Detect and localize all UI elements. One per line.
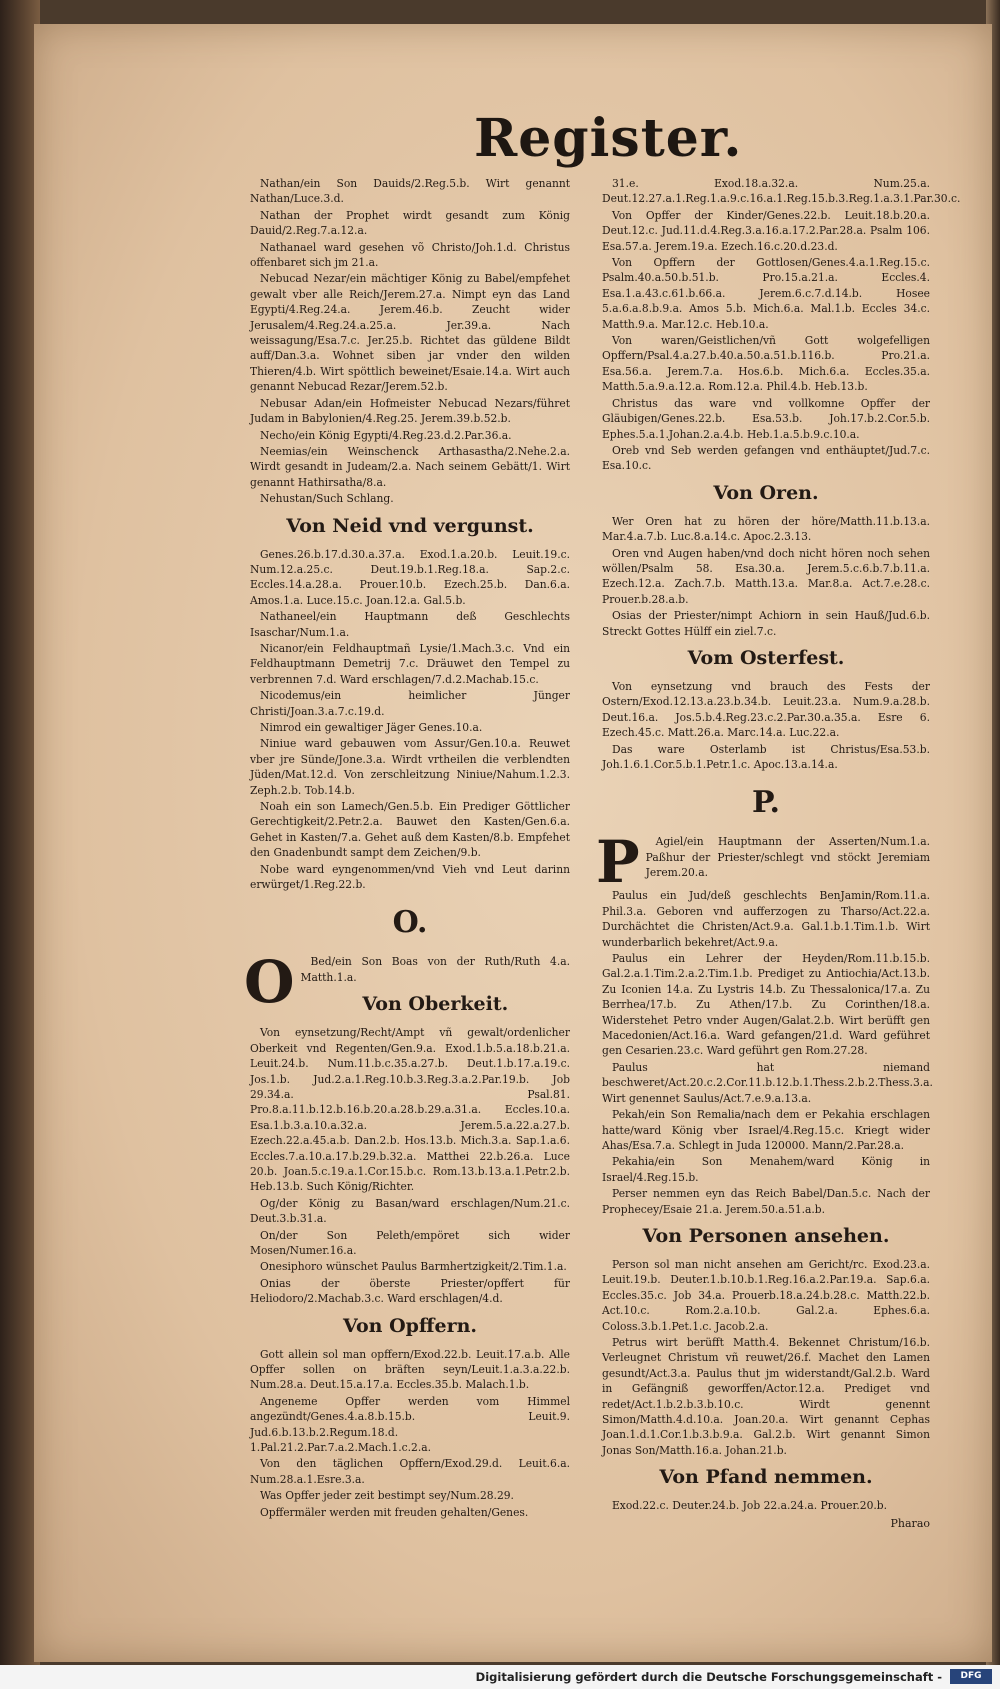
register-entry: Agiel/ein Hauptmann der Asserten/Num.1.a. Paßhur der Priester/schlegt vnd stöckt Jeremiam Jerem.20.a. [645, 835, 930, 880]
right-entries-2 [602, 514, 930, 639]
section-heading: Vom Osterfest. [687, 646, 845, 669]
register-entry: Was Opffer jeder zeit bestimpt sey/Num.28.29. [260, 1489, 514, 1503]
register-entry: Von eynsetzung/Recht/Ampt vñ gewalt/ordenlicher Oberkeit vnd Regenten/Gen.9.a. Exod.1.b.5.a.18.b.21.a. Leuit.24.b. Num.11.b.c.35.a.27.b. Deut.1.b.17.a.19.c. Jos.1.b. Jud.2.a.1.Reg.10.b.3.Reg.3.a.2.Par.19.b. Job 29.34.a. Psal.81. Pro.8.a.11.b.12.b.16.b.20.a.28.b.29.a.31.a. Eccles.10.a. Esa.1.b.3.a.10.a.32.a. Jerem.5.a.22.a.27.b. Ezech.22.a.45.a.b. Dan.2.b. Hos.13.b. Mich.3.a. Sap.1.a.6. Eccles.7.a.10.a.17.b.29.b.32.a. Matthei 22.b.26.a. Luce 20.b. Joan.5.c.19.a.1.Cor.15.b.c. Rom.13.b.13.a.1.Petr.2.b. Heb.13.b. Such König/Richter. [250, 1026, 570, 1194]
initial-block [244, 948, 570, 1017]
register-entry: Christus das ware vnd vollkomne Opffer der Gläubigen/Genes.22.b. Esa.53.b. Joh.17.b.2.Cor.5.b. Ephes.5.a.1.Johan.2.a.4.b. Heb.1.a.5.b.9.c.10.a. [602, 396, 930, 441]
scanned-page [34, 24, 992, 1662]
register-entry: Nicanor/ein Feldhauptmañ Lysie/1.Mach.3.c. Vnd ein Feldhauptmann Demetrij 7.c. Dräuwet den Tempel zu verbrennen 7.d. Ward erschlagen/7.d.2.Machab.15.c. [250, 641, 570, 686]
register-entry: On/der Son Peleth/empöret sich wider Mosen/Numer.16.a. [250, 1228, 570, 1257]
section-heading: Von Neid vnd vergunst. [286, 514, 534, 537]
register-entry: Oren vnd Augen haben/vnd doch nicht hören noch sehen wöllen/Psalm 58. Esa.30.a. Jerem.5.c.6.b.7.b.11.a. Ezech.12.a. Zach.7.b. Matth.13.a. Mar.8.a. Act.7.e.28.c. Prouer.b.28.a.b. [602, 546, 930, 606]
register-entry: Necho/ein König Egypti/4.Reg.23.d.2.Par.36.a. [260, 428, 512, 442]
register-entry: Og/der König zu Basan/ward erschlagen/Num.21.c. Deut.3.b.31.a. [250, 1196, 570, 1226]
register-entry: Oreb vnd Seb werden gefangen vnd enthäuptet/Jud.7.c. Esa.10.c. [602, 443, 930, 473]
right-entries-5 [602, 1257, 930, 1458]
left-entries-4 [250, 1347, 570, 1520]
alphabet-letter-heading: P. [751, 785, 781, 821]
register-entry: Nathan/ein Son Dauids/2.Reg.5.b. Wirt genannt Nathan/Luce.3.d. [250, 177, 570, 206]
register-entry: Gott allein sol man opffern/Exod.22.b. Leuit.17.a.b. Alle Opffer sollen on bräften seyn/Leuit.1.a.3.a.22.b. Num.28.a. Deut.15.a.17.a. Eccles.35.b. Malach.1.b. [250, 1347, 570, 1392]
register-entry: Onias der öberste Priester/opffert für Heliodoro/2.Machab.3.c. Ward erschlagen/4.d. [250, 1276, 570, 1306]
register-entry: Nehustan/Such Schlang. [260, 492, 394, 506]
drop-capital: O [244, 948, 295, 1017]
initial-block [596, 828, 930, 897]
section-heading: Von Oberkeit. [362, 993, 509, 1016]
register-entry: Nathaneel/ein Hauptmann deß Geschlechts Isaschar/Num.1.a. [250, 610, 570, 639]
register-entry: Niniue ward gebauwen vom Assur/Gen.10.a. Reuwet vber jre Sünde/Jone.3.a. Wirdt vrtheilen die verblendten Jüden/Mat.12.d. Von zerschleitzung Niniue/Nahum.1.2.3. Zeph.2.b. Tob.14.b. [250, 737, 570, 797]
register-entry: Osias der Priester/nimpt Achiorn in sein Hauß/Jud.6.b. Streckt Gottes Hülff ein ziel.7.c. [602, 609, 930, 638]
right-entries-1 [602, 176, 961, 474]
left-column [244, 176, 570, 1521]
section-heading: Von Oren. [713, 481, 819, 504]
register-entry: Neemias/ein Weinschenck Arthasastha/2.Nehe.2.a. Wirdt gesandt in Judeam/2.a. Nach seinem Gebätt/1. Wirt genannt Hathirsatha/8.a. [250, 444, 570, 489]
section-heading: Von Opffern. [342, 1314, 478, 1337]
register-entry: Exod.22.c. Deuter.24.b. Job 22.a.24.a. Prouer.20.b. [612, 1499, 888, 1513]
alphabet-letter-heading: O. [392, 905, 428, 941]
right-entries-4 [602, 888, 933, 1217]
register-entry: Nobe ward eyngenommen/vnd Vieh vnd Leut darinn erwürget/1.Reg.22.b. [250, 862, 570, 892]
register-entry: Person sol man nicht ansehen am Gericht/rc. Exod.23.a. Leuit.19.b. Deuter.1.b.10.b.1.Reg.16.a.2.Par.19.a. Sap.6.a. Eccles.35.c. Job 34.a. Prouerb.18.a.24.b.28.c. Matth.22.b. Act.10.c. Rom.2.a.10.b. Gal.2.a. Ephes.6.a. Coloss.3.b.1.Pet.1.c. Jacob.2.a. [602, 1257, 930, 1333]
register-entry: Pekah/ein Son Remalia/nach dem er Pekahia erschlagen hatte/ward König vber Israel/4.Reg.15.c. Kriegt wider Ahas/Esa.7.a. Schlegt in Juda 120000. Mann/2.Par.28.a. [602, 1108, 930, 1152]
catchword: Pharao [890, 1516, 930, 1530]
section-heading: Von Personen ansehen. [642, 1224, 890, 1247]
register-entry: Von Opffern der Gottlosen/Genes.4.a.1.Reg.15.c. Psalm.40.a.50.b.51.b. Pro.15.a.21.a. Eccles.4. Esa.1.a.43.c.61.b.66.a. Jerem.6.c.7.d.14.b. Hosee 5.a.6.a.8.b.9.a. Amos 5.b. Mich.6.a. Mal.1.b. Eccles 34.c. Matth.9.a. Mar.12.c. Heb.10.a. [602, 256, 930, 331]
register-entry: Von den täglichen Opffern/Exod.29.d. Leuit.6.a. Num.28.a.1.Esre.3.a. [250, 1457, 570, 1486]
drop-capital: P [596, 828, 640, 897]
right-entries-3 [602, 679, 930, 772]
register-entry: Opffermäler werden mit freuden gehalten/Genes. [260, 1505, 529, 1519]
register-entry: Nathanael ward gesehen võ Christo/Joh.1.d. Christus offenbaret sich jm 21.a. [250, 240, 570, 270]
register-entry: Noah ein son Lamech/Gen.5.b. Ein Prediger Göttlicher Gerechtigkeit/2.Petr.2.a. Bauwet den Kasten/Gen.6.a. Gehet in Kasten/7.a. Gehet auß dem Kasten/8.b. Empfehet den Gnadenbundt sampt dem Zeichen/9.b. [250, 800, 570, 860]
register-entry: Nathan der Prophet wirdt gesandt zum König Dauid/2.Reg.7.a.12.a. [250, 208, 570, 238]
register-entry: Nebusar Adan/ein Hofmeister Nebucad Nezars/führet Judam in Babylonien/4.Reg.25. Jerem.39.b.52.b. [250, 396, 570, 426]
register-entry: 31.e. Exod.18.a.32.a. Num.25.a. Deut.12.27.a.1.Reg.1.a.9.c.16.a.1.Reg.15.b.3.Reg.1.a.3.1.Par.30.c. [602, 177, 961, 206]
left-entries-3 [250, 1025, 570, 1306]
register-entry: Von waren/Geistlichen/vñ Gott wolgefelligen Opffern/Psal.4.a.27.b.40.a.50.a.51.b.116.b. Pro.21.a. Esa.56.a. Jerem.7.a. Hos.6.b. Mich.6.a. Eccles.35.a. Matth.5.a.9.a.12.a. Rom.12.a. Phil.4.b. Heb.13.b. [602, 334, 930, 394]
register-entry: Angeneme Opffer werden vom Himmel angezündt/Genes.4.a.8.b.15.b. Leuit.9. Jud.6.b.13.b.2.Regum.18.d. 1.Pal.21.2.Par.7.a.2.Mach.1.c.2.a. [250, 1394, 570, 1455]
section-heading: Von Pfand nemmen. [659, 1466, 873, 1489]
right-entries-6 [602, 1498, 930, 1513]
digitization-footer [0, 1665, 1000, 1689]
register-entry: Von Opffer der Kinder/Genes.22.b. Leuit.18.b.20.a. Deut.12.c. Jud.11.d.4.Reg.3.a.16.a.17.2.Par.28.a. Psalm 106. Esa.57.a. Jerem.19.a. Ezech.16.c.20.d.23.d. [602, 208, 930, 253]
register-entry: Paulus hat niemand beschweret/Act.20.c.2.Cor.11.b.12.b.1.Thess.2.b.2.Thess.3.a. Wirt genennet Saulus/Act.7.e.9.a.13.a. [602, 1060, 933, 1105]
register-entry: Wer Oren hat zu hören der höre/Matth.11.b.13.a. Mar.4.a.7.b. Luc.8.a.14.c. Apoc.2.3.13. [602, 514, 930, 544]
dfg-logo: DFG [950, 1669, 992, 1684]
register-entry: Paulus ein Lehrer der Heyden/Rom.11.b.15.b. Gal.2.a.1.Tim.2.a.2.Tim.1.b. Prediget zu Antiochia/Act.13.b. Zu Iconien 14.a. Zu Lystris 14.b. Zu Thessalonica/17.a. Zu Berrhea/17.b. Zu Athen/17.b. Zu Corinthen/18.a. Widerstehet Petro vnder Augen/Galat.2.b. Wirt berüfft gen Macedonien/Act.16.a. Ward gefangen/21.d. Ward geführet gen Cesarien.23.c. Ward geführt gen Rom.27.28. [602, 952, 930, 1058]
register-entry: Das ware Osterlamb ist Christus/Esa.53.b. Joh.1.6.1.Cor.5.b.1.Petr.1.c. Apoc.13.a.14.a. [602, 742, 930, 771]
register-entry: Perser nemmen eyn das Reich Babel/Dan.5.c. Nach der Prophecey/Esaie 21.a. Jerem.50.a.51.a.b. [602, 1187, 930, 1216]
footer-text: Digitalisierung gefördert durch die Deutsche Forschungsgemeinschaft - [475, 1670, 942, 1684]
register-entry: Bed/ein Son Boas von der Ruth/Ruth 4.a. Matth.1.a. [300, 955, 570, 984]
register-entry: Petrus wirt berüfft Matth.4. Bekennet Christum/16.b. Verleugnet Christum vñ reuwet/26.f. Machet den Lamen gesundt/Act.3.a. Paulus thut jm widerstandt/Gal.2.b. Ward in Gefängniß geworffen/Actor.12.a. Prediget vnd redet/Act.1.b.2.b.3.b.10.c. Wirdt genennt Simon/Matth.4.d.10.a. Joan.20.a. Wirt genannt Cephas Joan.1.d.1.Cor.1.b.3.b.9.a. Gal.2.b. Wirt genannt Simon Jonas Son/Matth.16.a. Johan.21.b. [602, 1335, 930, 1457]
left-entries-2 [250, 547, 570, 893]
page-title: Register. [474, 108, 743, 169]
right-column [596, 176, 961, 1531]
register-entry: Nicodemus/ein heimlicher Jünger Christi/Joan.3.a.7.c.19.d. [250, 689, 570, 718]
register-entry: Onesiphoro wünschet Paulus Barmhertzigkeit/2.Tim.1.a. [260, 1260, 567, 1274]
register-entry: Nimrod ein gewaltiger Jäger Genes.10.a. [260, 721, 483, 734]
left-entries-1 [250, 176, 570, 507]
register-entry: Genes.26.b.17.d.30.a.37.a. Exod.1.a.20.b. Leuit.19.c. Num.12.a.25.c. Deut.19.b.1.Reg.18.a. Sap.2.c. Eccles.14.a.28.a. Prouer.10.b. Ezech.25.b. Dan.6.a. Amos.1.a. Luce.15.c. Joan.12.a. Gal.5.b. [250, 547, 570, 607]
register-entry: Nebucad Nezar/ein mächtiger König zu Babel/empfehet gewalt vber alle Reich/Jerem.27.a. Nimpt eyn das Land Egypti/4.Reg.24.a. Jerem.46.b. Zeucht wider Jerusalem/4.Reg.24.a.25.a. Jer.39.a. Nach weissagung/Esa.7.c. Jer.25.b. Richtet das güldene Bildt auff/Dan.3.a. Wohnet siben jar vnder den wilden Thieren/4.b. Wirt spöttlich beweinet/Esaie.14.a. Wirt auch genannt Nebucad Rezar/Jerem.52.b. [250, 272, 570, 394]
register-entry: Von eynsetzung vnd brauch des Fests der Ostern/Exod.12.13.a.23.b.34.b. Leuit.23.a. Num.9.a.28.b. Deut.16.a. Jos.5.b.4.Reg.23.c.2.Par.30.a.35.a. Esre 6. Ezech.45.c. Matt.26.a. Marc.14.a. Luc.22.a. [602, 679, 930, 740]
register-entry: Paulus ein Jud/deß geschlechts BenJamin/Rom.11.a. Phil.3.a. Geboren vnd aufferzogen zu Tharso/Act.22.a. Durchächtet die Christen/Act.9.a. Gal.1.b.1.Tim.1.b. Wirt wunderbarlich bekehret/Act.9.a. [602, 889, 930, 949]
register-entry: Pekahia/ein Son Menahem/ward König in Israel/4.Reg.15.b. [602, 1155, 930, 1184]
